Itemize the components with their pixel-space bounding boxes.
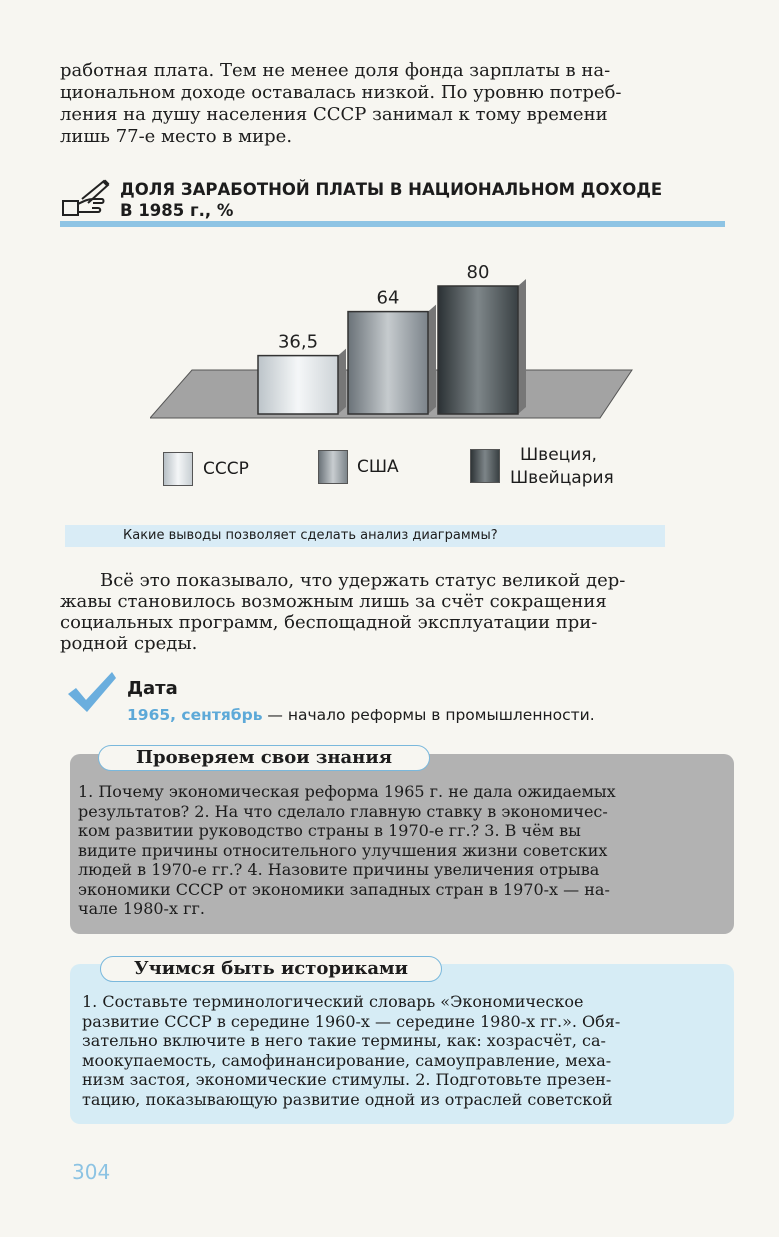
text-line: работная плата. Тем не менее доля фонда зарплаты в на-: [60, 60, 611, 81]
legend-label-sweden: Швеция,: [520, 445, 597, 465]
page-number: 304: [72, 1160, 111, 1184]
chart-question-text: Какие выводы позволяет сделать анализ диаграммы?: [123, 528, 498, 543]
chart-title: [120, 179, 740, 221]
intro-paragraph: [60, 60, 725, 148]
text-line: результатов? 2. На что сделало главную ставку в экономичес-: [78, 801, 608, 821]
chart-title-line: В 1985 г., %: [120, 201, 234, 220]
date-entry: [127, 706, 595, 724]
bar-2: [438, 286, 518, 414]
text-line: 1. Почему экономическая реформа 1965 г. не дала ожидаемых: [78, 782, 616, 801]
text-line: циональном доходе оставалась низкой. По уровню потреб-: [60, 82, 622, 103]
legend-swatch-ussr: [163, 452, 193, 486]
check-knowledge-text: [78, 782, 726, 919]
legend-label-usa: США: [357, 457, 399, 477]
writing-hand-icon: [60, 177, 112, 219]
chart-title-rule: [60, 221, 725, 227]
bar-1: [348, 312, 428, 414]
date-description: — начало реформы в промышленности.: [262, 706, 595, 724]
bar-value-label: 36,5: [277, 331, 319, 353]
historians-title: Учимся быть историками: [100, 956, 442, 982]
text-line: тацию, показывающую развитие одной из отраслей советской: [82, 1089, 613, 1109]
chart-question: [65, 525, 665, 547]
bar-side-1: [428, 305, 436, 414]
chart-header: [60, 173, 725, 233]
bar-0: [258, 356, 338, 414]
text-line: моокупаемость, самофинансирование, самоуправление, меха-: [82, 1050, 612, 1070]
historians-box: [70, 964, 734, 1124]
bar-value-label: 80: [466, 262, 490, 283]
historians-text: [82, 992, 726, 1109]
text-line: родной среды.: [60, 633, 198, 654]
text-line: социальных программ, беспощадной эксплуатации при-: [60, 612, 598, 633]
bar-side-0: [338, 349, 346, 414]
body-paragraph: [60, 570, 725, 654]
text-line: ком развитии руководство страны в 1970-е гг.? 3. В чём вы: [78, 821, 581, 840]
date-value: 1965, сентябрь: [127, 706, 263, 724]
legend-swatch-usa: [318, 450, 348, 484]
text-line: экономики СССР от экономики западных стран в 1970-х — на-: [78, 879, 610, 899]
date-title: Дата: [127, 678, 178, 699]
chart-title-line: ДОЛЯ ЗАРАБОТНОЙ ПЛАТЫ В НАЦИОНАЛЬНОМ ДОХОДЕ: [120, 180, 663, 199]
check-knowledge-title: Проверяем свои знания: [98, 745, 430, 771]
bar-value-label: 64: [376, 287, 400, 309]
bar-chart: [150, 236, 650, 436]
text-line: людей в 1970-е гг.? 4. Назовите причины увеличения отрыва: [78, 860, 600, 879]
text-line: жавы становилось возможным лишь за счёт сокращения: [60, 591, 607, 612]
legend-label-switzerland: Швейцария: [510, 468, 614, 488]
text-line: ления на душу населения СССР занимал к тому времени: [60, 104, 608, 125]
text-line: развитие СССР в середине 1960-х — середине 1980-х гг.». Обя-: [82, 1011, 621, 1031]
text-line: зательно включите в него такие термины, как: хозрасчёт, са-: [82, 1031, 606, 1050]
text-line: Всё это показывало, что удержать статус великой дер-: [100, 570, 626, 591]
checkmark-icon: [66, 670, 118, 714]
legend-swatch-sweden-switzerland: [470, 449, 500, 483]
check-knowledge-box: [70, 754, 734, 934]
bar-side-2: [518, 279, 526, 414]
legend-label-ussr: СССР: [203, 459, 249, 479]
text-line: низм застоя, экономические стимулы. 2. Подготовьте презен-: [82, 1070, 612, 1089]
text-line: 1. Составьте терминологический словарь «Экономическое: [82, 992, 584, 1011]
text-line: чале 1980-х гг.: [78, 899, 205, 918]
text-line: лишь 77-е место в мире.: [60, 126, 293, 147]
text-line: видите причины относительного улучшения жизни советских: [78, 840, 608, 860]
